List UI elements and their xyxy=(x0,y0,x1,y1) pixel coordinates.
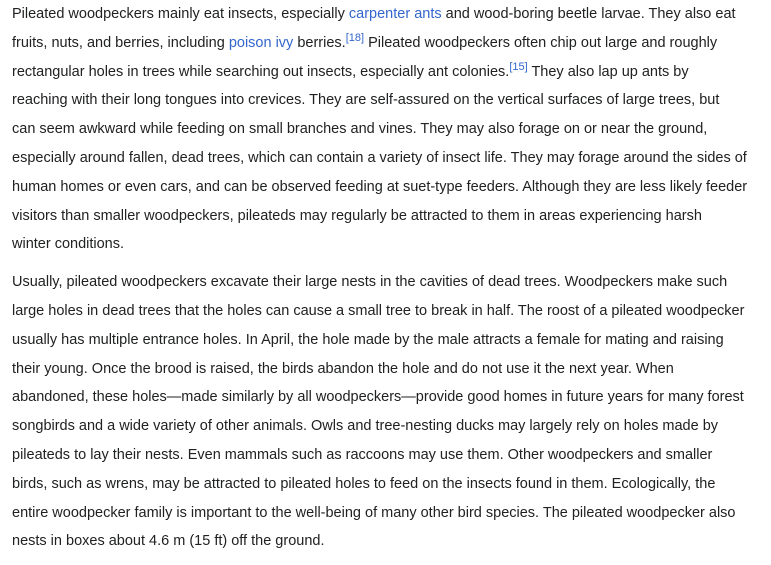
text-line: reaching with their long tongues into crevices. They are self-assured on the vertical surfaces of large trees, but xyxy=(12,92,720,109)
carpenter-ants-link[interactable]: carpenter ants xyxy=(348,6,442,22)
text-line: birds, such as wrens, may be attracted to pileated holes to feed on the insects found in them. Ecologically, the xyxy=(12,475,716,492)
text-line: entire woodpecker family is important to the well-being of many other bird species. The pileated woodpecker also xyxy=(12,504,736,521)
citation-15[interactable]: [15] xyxy=(509,60,528,73)
text-line: fruits, nuts, and berries, including poison ivy berries.[18] Pileated woodpeckers often chip out large and roughly xyxy=(12,31,718,51)
text-line: human homes or even cars, and can be observed feeding at suet-type feeders. Although they are less likely feeder xyxy=(12,178,748,195)
text-line: nests in boxes about 4.6 m (15 ft) off the ground. xyxy=(12,533,325,550)
text-line: songbirds and a wide variety of other animals. Owls and tree-nesting ducks may largely rely on holes made by xyxy=(12,418,719,435)
poison-ivy-link[interactable]: poison ivy xyxy=(228,34,294,51)
citation-18[interactable]: [18] xyxy=(345,31,365,44)
text-line: Usually, pileated woodpeckers excavate their large nests in the cavities of dead trees. Woodpeckers make such xyxy=(12,274,728,291)
text-line: rectangular holes in trees while searching out insects, especially ant colonies.[15] They also lap up ants by xyxy=(12,60,689,80)
text-line: usually has multiple entrance holes. In April, the hole made by the male attracts a female for mating and raising xyxy=(12,331,724,348)
text-line: abandoned, these holes—made similarly by all woodpeckers—provide good homes in future years for many forest xyxy=(12,389,744,406)
text-line: Pileated woodpeckers mainly eat insects, especially carpenter ants and wood-boring beetle larvae. They also eat xyxy=(12,6,736,22)
text-line: visitors than smaller woodpeckers, pileateds may regularly be attracted to them in areas experiencing harsh xyxy=(12,207,702,224)
text-line: pileateds to lay their nests. Even mammals such as raccoons may use them. Other woodpeckers and smaller xyxy=(12,446,713,463)
text-line: large holes in dead trees that the holes can cause a small tree to break in half. The roost of a pileated woodpecker xyxy=(12,302,745,319)
article-body xyxy=(12,0,764,565)
nesting-paragraph xyxy=(12,268,764,556)
text-line: especially around fallen, dead trees, which can contain a variety of insect life. They may forage around the sides of xyxy=(12,149,747,166)
text-line: can seem awkward while feeding on small branches and vines. They may also forage on or near the ground, xyxy=(12,121,708,138)
diet-paragraph xyxy=(12,0,764,259)
text-line: winter conditions. xyxy=(12,236,125,253)
text-line: their young. Once the brood is raised, the birds abandon the hole and do not use it the next year. When xyxy=(12,360,674,377)
